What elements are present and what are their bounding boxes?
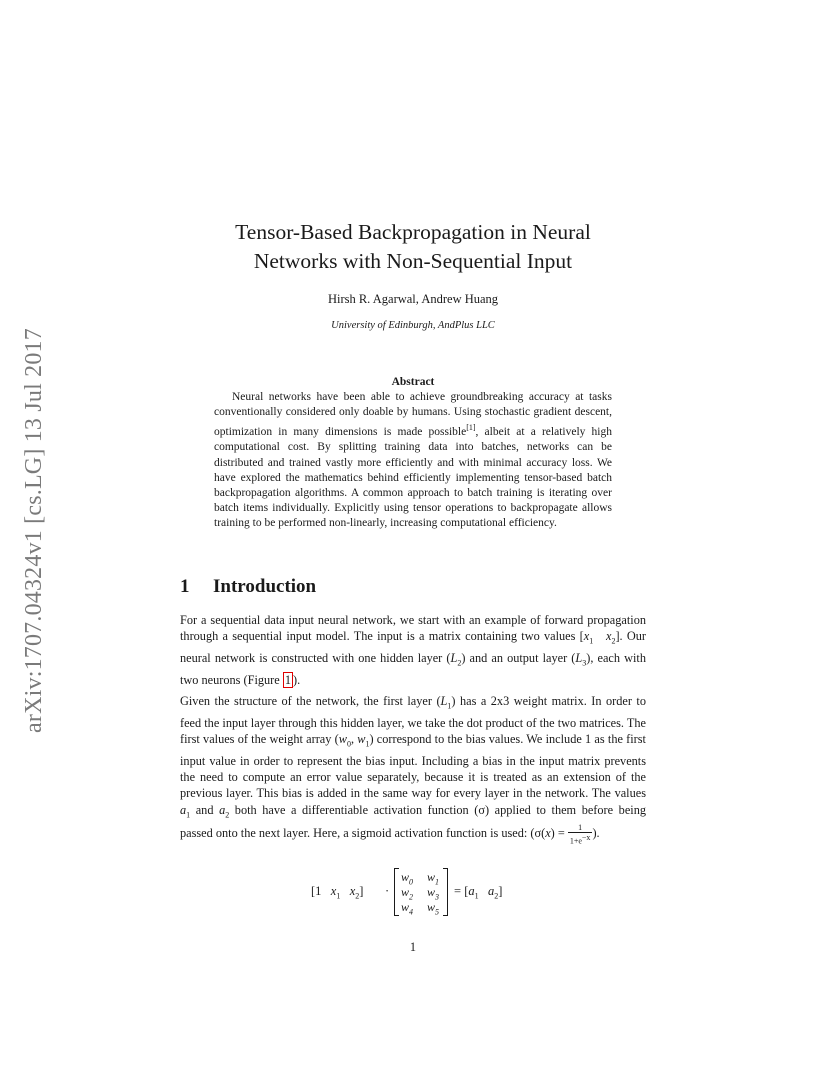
p2-text-3: ) correspond to the bias values. We include 1 as the first input value in order to represent the bias input. Including a bias in the input matrix prevents the need to compute an error value separately, because it is treated as an extension of the previous layer. This bias is added in the same way for every layer in the network. The values — [180, 732, 646, 801]
abstract-text — [214, 390, 612, 532]
p1-x2: x — [605, 629, 612, 644]
figure-1-link[interactable]: 1 — [284, 672, 291, 687]
paragraph-2: Given the structure of the network, the first layer $(L_1)$ has a 2x3 weight matrix. In order to feed the input layer through this hidden layer, we take the dot product of the two matrices. The first values of the weight array ($w_0$, $w_1$) correspond to the bias values. We include 1 as the first input value in order to represent the bias input. Including a bias in the input matrix prevents the need to compute an error value separately, because it is treated as an extension of the previous layer. This bias is added in the same way for every layer in the network. The values $a_1$ and $a_2$ both have a differentiable activation function (σ) applied to them before being passed onto the next layer. Here, a sigmoid activation function is used: (σ(x) = $\frac{1}{1+e^{-x}}$ ). — [180, 694, 646, 847]
section-title: Introduction — [213, 576, 317, 597]
paper-title — [180, 218, 646, 276]
p1-L3: L — [575, 651, 583, 666]
w5-cell: $w_5$ — [427, 900, 440, 917]
p1-text-3: ) and an output layer ( — [461, 651, 576, 666]
p2-L1: L — [440, 694, 448, 708]
eq-a2: a — [487, 884, 495, 898]
p2-text-7: ). — [592, 826, 600, 841]
matrix-equation — [180, 866, 646, 918]
p1-text-5: ). — [292, 672, 301, 687]
output-row-vector: = [$a_1$ $a_2$] — [454, 884, 503, 901]
p2-a2: a — [219, 802, 226, 817]
p1-text-2: ]. Our neural network is constructed with one hidden layer ( — [180, 629, 646, 666]
paragraph-1: For a sequential data input neural network, we start with an example of forward propagation through a sequential input model. The input is a matrix containing two values [$x_1$ $x_2$]. Our neural network is constructed with one hidden layer $(L_2)$ and an output layer $(L_3)$, each with two neurons (Figure 1 ). — [180, 613, 646, 687]
p2-text-2: ) has a 2x3 weight matrix. In order to feed the input layer through this hidden layer, we take the dot product of the two matrices. The first values of the weight array ( — [180, 694, 646, 747]
p2-text-5: both have a differentiable activation function (σ) applied to them before being passed onto the next layer. Here, a sigmoid activation function is used: (σ( — [180, 802, 646, 841]
bias-one: 1 — [315, 884, 322, 898]
fraction-denominator — [568, 833, 593, 846]
p2-a1: a — [180, 802, 187, 817]
equals-sign: = — [454, 884, 462, 898]
p2-x: x — [545, 826, 551, 841]
w1-cell: $w_1$ — [427, 870, 440, 887]
fraction-numerator: 1 — [568, 823, 593, 833]
section-number: 1 — [180, 576, 190, 597]
sigmoid-fraction — [568, 823, 593, 846]
abstract-heading: Abstract — [391, 376, 435, 388]
p2-w0: w — [338, 732, 347, 747]
input-row-vector: [1 $x_1$ $x_2$] — [311, 884, 364, 901]
p1-text-1: For a sequential data input neural network, we start with an example of forward propagation through a sequential input model. The input is a matrix containing two values [ — [180, 613, 646, 644]
p1-text-4: ), each with two neurons (Figure — [180, 651, 646, 687]
eq-x2: x — [349, 884, 356, 898]
p2-text-1: Given the structure of the network, the first layer ( — [180, 694, 441, 708]
abstract-part-2: , albeit at a relatively high computational cost. By splitting training data into batches, networks can be distributed and trained vastly more efficiently and with minimal accuracy loss. We have explored the mathematics behind efficiently implementing tensor-based batch backpropagation algorithms. A common approach to batch training is iterating over batch items individually. Explicitly using tensor operations to backpropagate allows training to be performed non-linearly, increasing computational efficiency. — [214, 426, 612, 530]
affiliation: University of Edinburgh, AndPlus LLC — [331, 320, 495, 331]
dot-operator: · — [385, 884, 390, 898]
title-line-2: Networks with Non-Sequential Input — [253, 249, 573, 273]
fraction-exponent: −x — [581, 833, 591, 843]
w2-cell: $w_2$ — [401, 885, 414, 902]
abstract-citation[interactable]: [1] — [466, 423, 476, 433]
abstract-part-1: Neural networks have been able to achieve groundbreaking accuracy at tasks conventionally considered only doable by humans. Using stochastic gradient descent, optimization in many dimensions is made possible — [214, 391, 612, 439]
fraction-denominator-base: 1+e — [569, 837, 582, 847]
p2-text-4: and — [190, 802, 220, 817]
arxiv-stamp — [14, 300, 54, 760]
p1-L2: L — [450, 651, 458, 666]
authors: Hirsh R. Agarwal, Andrew Huang — [327, 292, 499, 306]
p2-w1: w — [357, 732, 366, 747]
p2-text-6: ) = — [550, 826, 568, 841]
arxiv-stamp-text: arXiv:1707.04324v1 [cs.LG] 13 Jul 2017 — [20, 327, 47, 733]
weight-matrix — [394, 868, 448, 916]
w0-cell: $w_0$ — [401, 870, 414, 887]
section-heading — [180, 576, 316, 598]
page-number: 1 — [409, 940, 417, 954]
eq-a1: a — [468, 884, 475, 898]
title-line-1: Tensor-Based Backpropagation in Neural — [235, 220, 591, 244]
p1-x1: x — [583, 629, 590, 644]
w3-cell: $w_3$ — [427, 885, 440, 902]
w4-cell: $w_4$ — [401, 900, 414, 917]
eq-x1: x — [330, 884, 337, 898]
